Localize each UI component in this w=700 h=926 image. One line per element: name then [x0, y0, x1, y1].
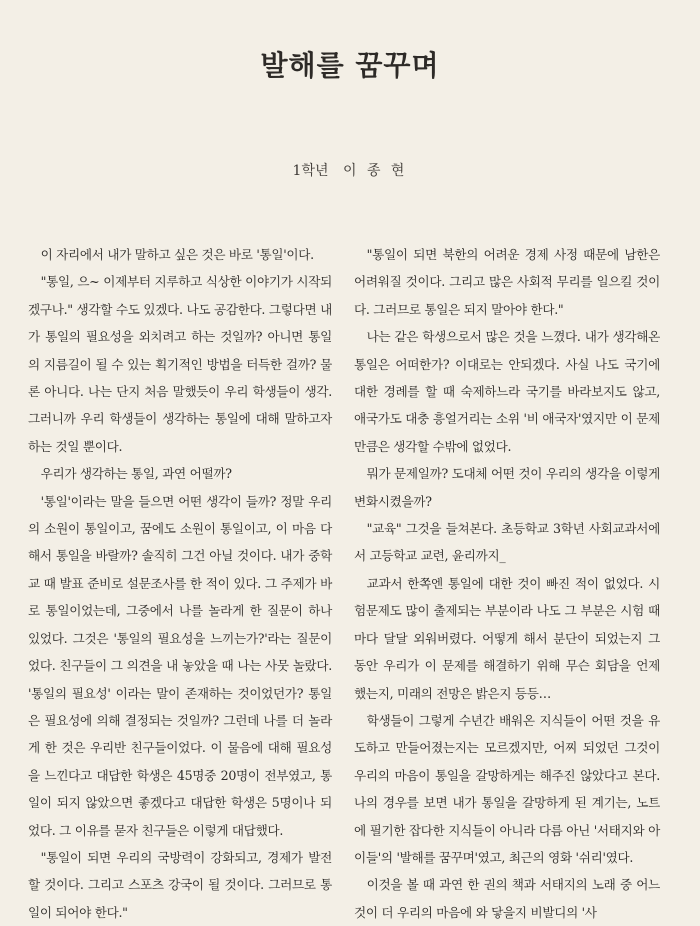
paragraph: 이 자리에서 내가 말하고 싶은 것은 바로 '통일'이다.: [40, 247, 314, 262]
left-column: [28, 241, 332, 926]
paragraph: "통일, 으~ 이제부터 지루하고 식상한 이야기가 시작되겠구나." 생각할 수도 있겠다. 나도 공감한다. 그렇다면 내가 통일의 필요성을 외치려고 하는 것일까? 아니면 통일의 지름길이 될 수 있는 획기적인 방법을 터득한 걸까? 물론 아니다. 나는 단지 처음 말했듯이 우리 학생들이 생각. 그러니까 우리 학생들이 생각하는 통일에 대해 말하고자 하는 것일 뿐이다.: [28, 274, 332, 454]
paragraph: "통일이 되면 우리의 국방력이 강화되고, 경제가 발전할 것이다. 그리고 스포츠 강국이 될 것이다. 그러므로 통일이 되어야 한다.": [28, 849, 332, 920]
page-title: 발해를 꿈꾸며: [260, 49, 440, 82]
paragraph: 학생들이 그렇게 수년간 배워온 지식들이 어떤 것을 유도하고 만들어졌는지는 모르겠지만, 어찌 되었던 그것이 우리의 마음이 통일을 갈망하게는 해주진 않았다고 본다. 나의 경우를 보면 내가 통일을 갈망하게 된 계기는, 노트에 필기한 잡다한 지식들이 아니라 다름 아닌 '서태지와 아이들'의 '발해를 꿈꾸며'였고, 최근의 영화 '쉬리'였다.: [354, 712, 660, 865]
author-name: 이 종 현: [342, 163, 408, 179]
paragraph: 교과서 한쪽엔 통일에 대한 것이 빠진 적이 없었다. 시험문제도 많이 출제되는 부분이라 나도 그 부분은 시험 때마다 달달 외워버렸다. 어떻게 해서 분단이 되었는지 그 동안 우리가 이 문제를 해결하기 위해 무슨 회담을 언제 했는지, 미래의 전망은 밝은지 등등…: [354, 575, 660, 701]
paragraph: "통일이 되면 북한의 어려운 경제 사정 때문에 남한은 어려워질 것이다. 그리고 많은 사회적 무리를 일으킬 것이다. 그러므로 통일은 되지 말아야 한다.": [354, 247, 660, 317]
paragraph: 이것을 볼 때 과연 한 권의 책과 서태지의 노래 중 어느 것이 더 우리의 마음에 와 닿을지 비발디의 '사: [354, 877, 660, 920]
author-grade: 1학년: [292, 163, 329, 179]
paragraph: 우리가 생각하는 통일, 과연 어떨까?: [40, 466, 232, 482]
paragraph: 나는 같은 학생으로서 많은 것을 느꼈다. 내가 생각해온 통일은 어떠한가? 이대로는 안되겠다. 사실 나도 국기에 대한 경례를 할 때 숙제하느라 국기를 바라보지도 않고, 애국가도 대충 흥얼거리는 소위 '비 애국자'였지만 이 문제만큼은 생각할 수밖에 없었다.: [354, 329, 660, 454]
paragraph: "교육" 그것을 들쳐본다. 초등학교 3학년 사회교과서에서 고등학교 교련, 윤리까지_: [354, 521, 660, 564]
right-column: [354, 241, 660, 926]
author-line: [0, 160, 700, 180]
paragraph: 뭐가 문제일까? 도대체 어떤 것이 우리의 생각을 이렇게 변화시켰을까?: [354, 466, 661, 509]
paragraph: '통일'이라는 말을 들으면 어떤 생각이 들까? 정말 우리의 소원이 통일이고, 꿈에도 소원이 통일이고, 이 마음 다해서 통일을 바랄까? 솔직히 그건 아닐 것이다. 내가 중학교 때 발표 준비로 설문조사를 한 적이 있다. 그 주제가 바로 통일이었는데, 그중에서 나를 놀라게 한 질문이 하나 있었다. 그것은 '통일의 필요성을 느끼는가?'라는 질문이었다. 친구들이 그 의견을 내 놓았을 때 나는 사뭇 놀랐다. '통일의 필요성' 이라는 말이 존재하는 것이었던가? 통일은 필요성에 의해 결정되는 것일까? 그런데 나를 더 놀라게 한 것은 우리반 친구들이었다. 이 물음에 대해 필요성을 느낀다고 대답한 학생은 45명중 20명이 전부였고, 통일이 되지 않았으면 좋겠다고 대답한 학생은 5명이나 되었다. 그 이유를 묻자 친구들은 이렇게 대답했다.: [28, 493, 332, 838]
